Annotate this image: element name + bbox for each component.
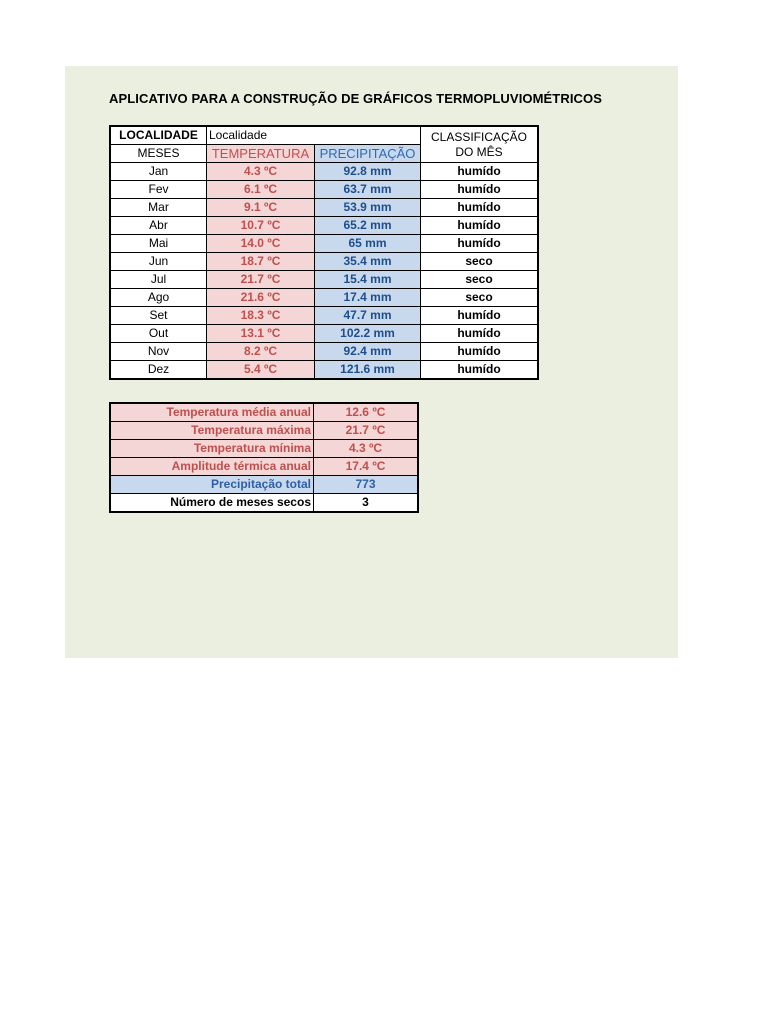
classification-cell: humído [421,343,539,361]
months-header: MESES [110,145,207,163]
temperature-cell: 21.6 ºC [207,289,315,307]
precipitation-cell: 15.4 mm [315,271,421,289]
classification-cell: humído [421,235,539,253]
summary-label: Temperatura mínima [110,440,314,458]
classification-cell: humído [421,307,539,325]
temperature-cell: 8.2 ºC [207,343,315,361]
table-row [110,199,538,217]
summary-value: 21.7 ºC [314,422,419,440]
table-row [110,289,538,307]
precipitation-cell: 17.4 mm [315,289,421,307]
temperature-cell: 10.7 ºC [207,217,315,235]
temperature-cell: 9.1 ºC [207,199,315,217]
month-cell: Mai [110,235,207,253]
precipitation-cell: 47.7 mm [315,307,421,325]
precipitation-cell: 121.6 mm [315,361,421,380]
classification-header [421,126,539,163]
table-row [110,163,538,181]
classification-cell: humído [421,361,539,380]
month-cell: Jul [110,271,207,289]
summary-label: Precipitação total [110,476,314,494]
summary-value: 12.6 ºC [314,403,419,422]
precipitation-cell: 53.9 mm [315,199,421,217]
locality-spacer [315,126,421,145]
temperature-header: TEMPERATURA [207,145,315,163]
temperature-cell: 18.7 ºC [207,253,315,271]
locality-row [110,126,538,145]
classification-cell: humído [421,199,539,217]
summary-row [110,458,418,476]
temperature-cell: 21.7 ºC [207,271,315,289]
table-row [110,307,538,325]
table-row [110,253,538,271]
table-row [110,271,538,289]
precipitation-header: PRECIPITAÇÃO [315,145,421,163]
table-row [110,343,538,361]
classification-cell: seco [421,271,539,289]
precipitation-cell: 35.4 mm [315,253,421,271]
classification-cell: humído [421,163,539,181]
month-cell: Nov [110,343,207,361]
precipitation-cell: 92.8 mm [315,163,421,181]
classification-cell: seco [421,253,539,271]
classification-header-line2: DO MÊS [455,144,503,159]
summary-row [110,422,418,440]
climate-table [109,125,539,380]
table-row [110,325,538,343]
temperature-cell: 13.1 ºC [207,325,315,343]
summary-label: Amplitude térmica anual [110,458,314,476]
summary-value: 773 [314,476,419,494]
month-cell: Out [110,325,207,343]
locality-label: LOCALIDADE [110,126,207,145]
temperature-cell: 14.0 ºC [207,235,315,253]
month-cell: Fev [110,181,207,199]
table-row [110,235,538,253]
summary-table [109,402,419,513]
summary-row [110,440,418,458]
summary-label: Número de meses secos [110,494,314,513]
precipitation-cell: 65.2 mm [315,217,421,235]
summary-value: 3 [314,494,419,513]
summary-row [110,403,418,422]
month-cell: Jan [110,163,207,181]
summary-value: 4.3 ºC [314,440,419,458]
classification-header-line1: CLASSIFICAÇÃO [430,129,528,144]
temperature-cell: 4.3 ºC [207,163,315,181]
locality-value[interactable]: Localidade [207,126,315,145]
classification-cell: seco [421,289,539,307]
summary-label: Temperatura média anual [110,403,314,422]
summary-row [110,476,418,494]
precipitation-cell: 65 mm [315,235,421,253]
precipitation-cell: 92.4 mm [315,343,421,361]
month-cell: Abr [110,217,207,235]
summary-value: 17.4 ºC [314,458,419,476]
month-cell: Set [110,307,207,325]
temperature-cell: 6.1 ºC [207,181,315,199]
month-cell: Mar [110,199,207,217]
classification-cell: humído [421,325,539,343]
table-row [110,217,538,235]
table-row [110,361,538,380]
temperature-cell: 18.3 ºC [207,307,315,325]
month-cell: Ago [110,289,207,307]
table-row [110,181,538,199]
page-title: APLICATIVO PARA A CONSTRUÇÃO DE GRÁFICOS TERMOPLUVIOMÉTRICOS [109,91,603,106]
summary-row [110,494,418,513]
classification-cell: humído [421,217,539,235]
summary-label: Temperatura máxima [110,422,314,440]
month-cell: Jun [110,253,207,271]
precipitation-cell: 63.7 mm [315,181,421,199]
temperature-cell: 5.4 ºC [207,361,315,380]
precipitation-cell: 102.2 mm [315,325,421,343]
classification-cell: humído [421,181,539,199]
month-cell: Dez [110,361,207,380]
